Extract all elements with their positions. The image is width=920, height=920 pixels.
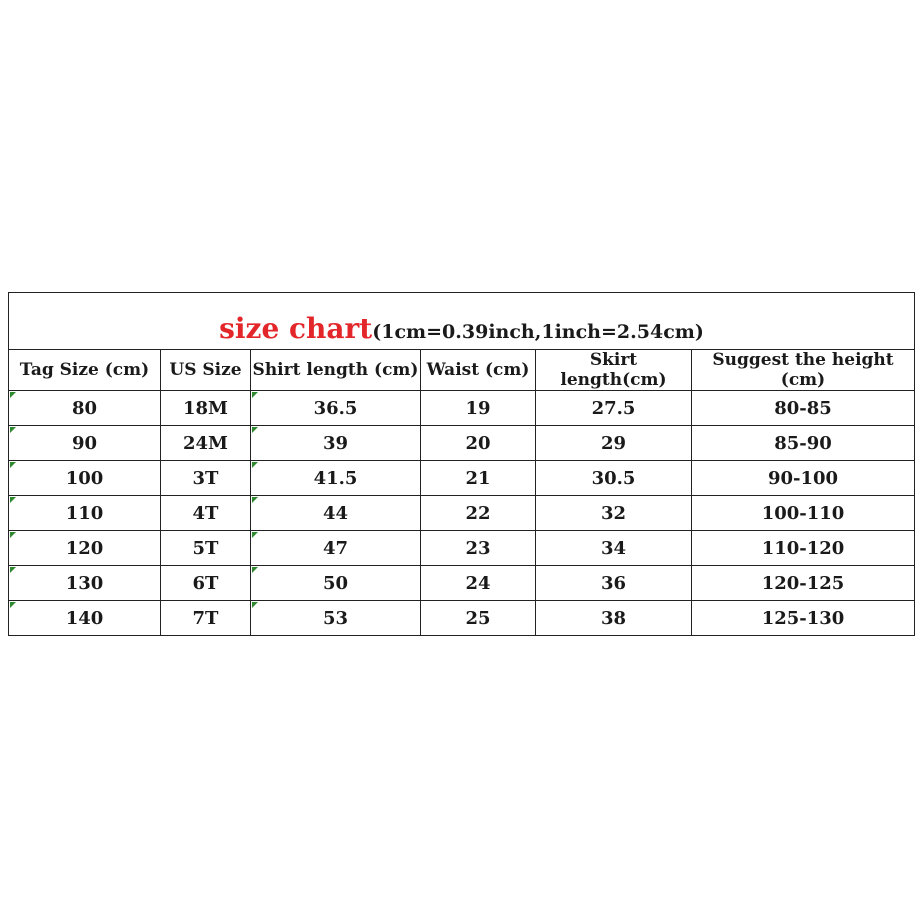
table-row — [9, 601, 915, 636]
cell-us-size: 4T — [161, 496, 251, 531]
cell-suggested-height: 125-130 — [692, 601, 915, 636]
chart-title-conversion: (1cm=0.39inch,1inch=2.54cm) — [372, 321, 704, 343]
cell-shirt-length: 50 — [251, 566, 421, 601]
table-row — [9, 461, 915, 496]
table-row — [9, 426, 915, 461]
column-header-waist: Waist (cm) — [421, 350, 536, 391]
cell-waist: 20 — [421, 426, 536, 461]
cell-us-size: 3T — [161, 461, 251, 496]
cell-suggested-height: 100-110 — [692, 496, 915, 531]
cell-shirt-length: 47 — [251, 531, 421, 566]
cell-shirt-length: 53 — [251, 601, 421, 636]
cell-shirt-length: 36.5 — [251, 391, 421, 426]
header-row — [9, 350, 915, 391]
chart-title — [9, 293, 915, 350]
cell-skirt-length: 30.5 — [536, 461, 692, 496]
cell-waist: 19 — [421, 391, 536, 426]
cell-us-size: 6T — [161, 566, 251, 601]
cell-shirt-length: 41.5 — [251, 461, 421, 496]
title-row — [9, 293, 915, 350]
cell-skirt-length: 36 — [536, 566, 692, 601]
column-header-skirt-length: Skirt length(cm) — [536, 350, 692, 391]
cell-suggested-height: 90-100 — [692, 461, 915, 496]
size-chart — [8, 292, 914, 636]
cell-waist: 24 — [421, 566, 536, 601]
table-row — [9, 531, 915, 566]
cell-tag-size: 120 — [9, 531, 161, 566]
cell-suggested-height: 80-85 — [692, 391, 915, 426]
cell-suggested-height: 85-90 — [692, 426, 915, 461]
cell-skirt-length: 29 — [536, 426, 692, 461]
cell-shirt-length: 39 — [251, 426, 421, 461]
cell-suggested-height: 110-120 — [692, 531, 915, 566]
cell-waist: 23 — [421, 531, 536, 566]
cell-skirt-length: 32 — [536, 496, 692, 531]
cell-waist: 22 — [421, 496, 536, 531]
cell-skirt-length: 27.5 — [536, 391, 692, 426]
column-header-tag-size: Tag Size (cm) — [9, 350, 161, 391]
cell-us-size: 24M — [161, 426, 251, 461]
cell-tag-size: 100 — [9, 461, 161, 496]
cell-shirt-length: 44 — [251, 496, 421, 531]
cell-tag-size: 130 — [9, 566, 161, 601]
cell-us-size: 7T — [161, 601, 251, 636]
column-header-us-size: US Size — [161, 350, 251, 391]
cell-skirt-length: 38 — [536, 601, 692, 636]
column-header-shirt-length: Shirt length (cm) — [251, 350, 421, 391]
chart-title-main: size chart — [219, 312, 373, 345]
table-row — [9, 566, 915, 601]
table-row — [9, 391, 915, 426]
cell-skirt-length: 34 — [536, 531, 692, 566]
cell-suggested-height: 120-125 — [692, 566, 915, 601]
cell-tag-size: 90 — [9, 426, 161, 461]
cell-waist: 21 — [421, 461, 536, 496]
cell-us-size: 18M — [161, 391, 251, 426]
size-chart-table — [8, 292, 915, 636]
table-row — [9, 496, 915, 531]
column-header-suggested-height: Suggest the height (cm) — [692, 350, 915, 391]
cell-waist: 25 — [421, 601, 536, 636]
cell-tag-size: 80 — [9, 391, 161, 426]
cell-us-size: 5T — [161, 531, 251, 566]
cell-tag-size: 110 — [9, 496, 161, 531]
cell-tag-size: 140 — [9, 601, 161, 636]
